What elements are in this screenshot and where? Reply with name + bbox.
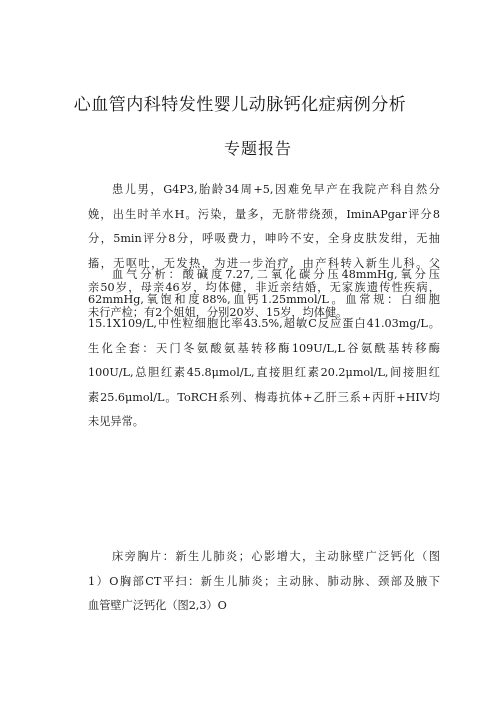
paragraph-line: 分，5min评分8分，呼吸费力，呻吟不安，全身皮肤发绀，无抽 — [88, 232, 440, 245]
paragraph-line: 血管壁广泛钙化（图2,3）O — [88, 599, 227, 612]
paragraph-line: 娩，出生时羊水H。污染，量多，无脐带绕颈，IminAPgar评分8 — [88, 207, 440, 221]
paragraph-line: 未行产检；有2个姐姐，分别20岁、15岁，均体健。 — [88, 305, 348, 319]
document-subtitle: 专题报告 — [223, 139, 292, 158]
paragraph-line: 血气分析：酸碱度7.27,二氧化碳分压48mmHg,氧分压 — [112, 268, 440, 281]
document-title: 心血管内科特发性婴儿动脉钙化症病例分析 — [73, 95, 407, 115]
paragraph-line: 患儿男，G4P3,胎龄34周+5,因难免早产在我院产科自然分 — [112, 183, 440, 196]
paragraph-line: 生化全套：天门冬氨酸氨基转移酶109U∕L,L谷氨酰基转移酶 — [88, 341, 440, 355]
paragraph-line: 62mmHg,氧饱和度88%,血钙1.25mmol∕L。血常规：白细胞 — [88, 292, 440, 306]
paragraph-line: 亲50岁，母亲46岁，均体健，非近亲结婚，无家族遗传性疾病， — [88, 281, 440, 294]
paragraph-line: 1）O胸部CT平扫：新生儿肺炎；主动脉、肺动脉、颈部及腋下 — [88, 574, 440, 588]
paragraph-line: 15.1X109/L,中性粒细胞比率43.5%,超敏C反应蛋白41.03mg∕L。 — [88, 317, 440, 330]
paragraph-line: 素25.6μmol∕L。ToRCH系列、梅毒抗体+乙肝三系+丙肝+HIV均 — [88, 390, 440, 404]
paragraph-lab-results — [88, 263, 440, 435]
paragraph-line: 搐，无呕吐，无发热，为进一步治疗，由产科转入新生儿科。父 — [88, 256, 440, 270]
paragraph-line: 100U/L,总胆红素45.8μmol∕L,直接胆红素20.2μmol∕L,间接胆红 — [88, 366, 440, 379]
paragraph-line: 未见异常。 — [88, 415, 144, 428]
paragraph-line: 床旁胸片：新生儿肺炎；心影增大，主动脉壁广泛钙化（图 — [112, 550, 440, 563]
paragraph-imaging — [88, 545, 440, 619]
